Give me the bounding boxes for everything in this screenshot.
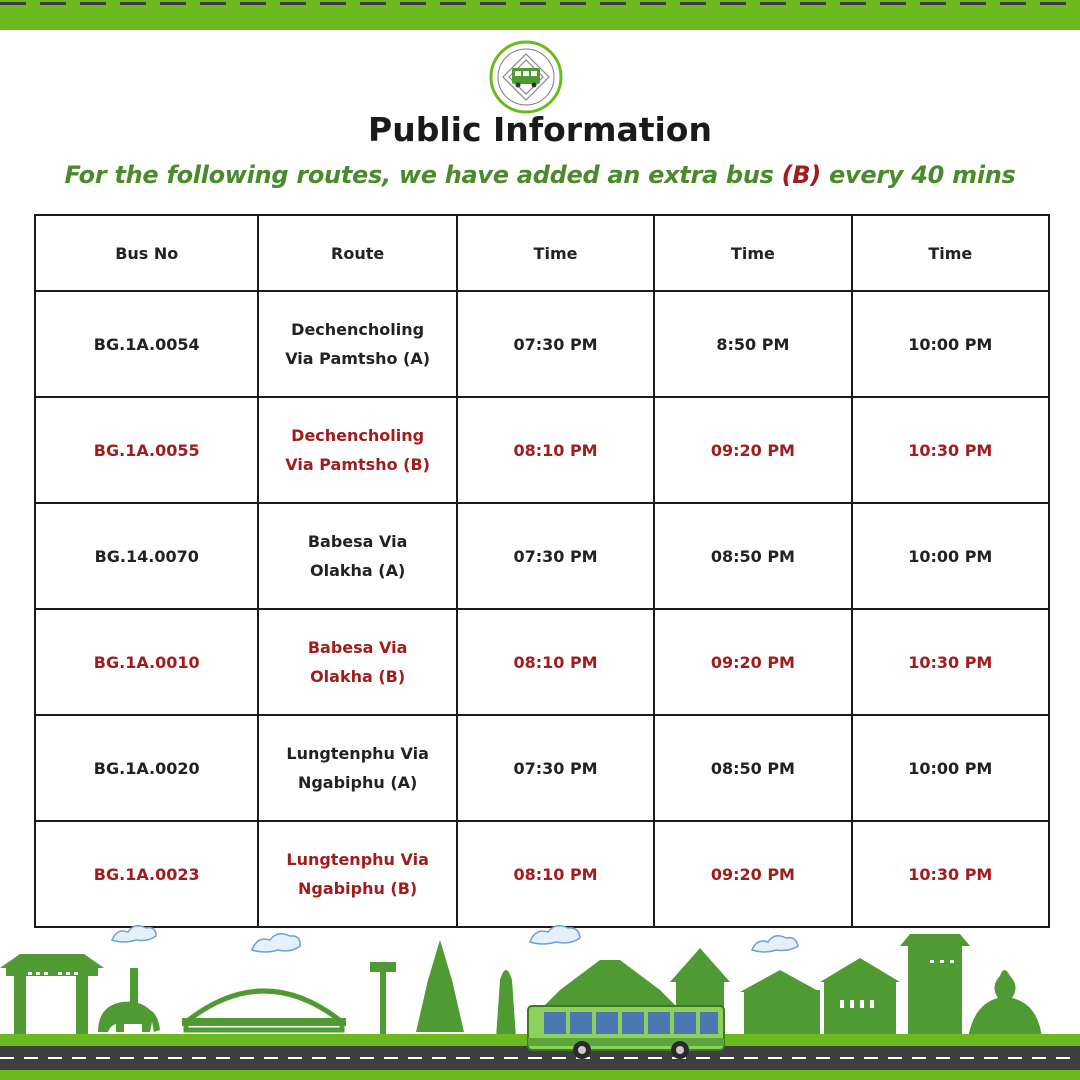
time-cell-1: 08:10 PM (457, 609, 654, 715)
bus-no-cell: BG.1A.0023 (35, 821, 258, 927)
page-subtitle (0, 161, 1080, 189)
bus-no-cell: BG.1A.0020 (35, 715, 258, 821)
column-header-time-1: Time (457, 215, 654, 291)
table-row-extra-bus (35, 821, 1049, 927)
time-cell-2: 09:20 PM (654, 397, 851, 503)
route-line-2: Olakha (A) (309, 561, 406, 580)
time-cell-2: 8:50 PM (654, 291, 851, 397)
cloud-icon (530, 926, 580, 944)
bus-schedule-table (34, 214, 1050, 928)
time-cell-3: 10:00 PM (852, 503, 1049, 609)
table-row (35, 503, 1049, 609)
subtitle-highlight-b: (B) (781, 161, 821, 189)
time-cell-3: 10:30 PM (852, 821, 1049, 927)
time-cell-1: 07:30 PM (457, 715, 654, 821)
table-row (35, 291, 1049, 397)
bus-no-cell: BG.1A.0054 (35, 291, 258, 397)
column-header-time-3: Time (852, 215, 1049, 291)
column-header-time-2: Time (654, 215, 851, 291)
route-line-1: Lungtenphu Via (286, 850, 429, 869)
route-line-1: Babesa Via (307, 638, 408, 657)
cloud-icon (112, 926, 156, 942)
time-cell-3: 10:00 PM (852, 291, 1049, 397)
route-line-2: Via Pamtsho (B) (285, 455, 430, 474)
cloud-icon (752, 936, 798, 952)
route-line-1: Dechencholing (291, 320, 425, 339)
route-line-2: Via Pamtsho (A) (285, 349, 431, 368)
time-cell-2: 09:20 PM (654, 821, 851, 927)
route-line-2: Ngabiphu (B) (298, 879, 418, 898)
subtitle-text-start: For the following routes, we have added an extra bus (64, 161, 782, 189)
city-bus-logo-icon (489, 40, 563, 114)
route-cell (258, 291, 456, 397)
route-cell (258, 503, 456, 609)
time-cell-1: 07:30 PM (457, 291, 654, 397)
bus-no-cell: BG.1A.0055 (35, 397, 258, 503)
page-title: Public Information (368, 110, 712, 149)
table-header-row (35, 215, 1049, 291)
route-cell (258, 821, 456, 927)
time-cell-3: 10:00 PM (852, 715, 1049, 821)
route-cell (258, 609, 456, 715)
route-cell (258, 397, 456, 503)
route-line-2: Ngabiphu (A) (297, 773, 418, 792)
time-cell-1: 08:10 PM (457, 821, 654, 927)
table-row-extra-bus (35, 397, 1049, 503)
route-cell (258, 715, 456, 821)
time-cell-1: 08:10 PM (457, 397, 654, 503)
cloud-icon (252, 934, 300, 952)
top-road-band (0, 0, 1080, 30)
route-line-1: Dechencholing (291, 426, 425, 445)
time-cell-2: 08:50 PM (654, 503, 851, 609)
time-cell-2: 08:50 PM (654, 715, 851, 821)
time-cell-3: 10:30 PM (852, 609, 1049, 715)
column-header-route: Route (258, 215, 456, 291)
city-skyline-illustration (0, 920, 1080, 1080)
bus-no-cell: BG.1A.0010 (35, 609, 258, 715)
route-line-2: Olakha (B) (310, 667, 406, 686)
route-line-1: Babesa Via (307, 532, 408, 551)
table-row-extra-bus (35, 609, 1049, 715)
time-cell-3: 10:30 PM (852, 397, 1049, 503)
column-header-bus-no: Bus No (35, 215, 258, 291)
subtitle-text-end: every 40 mins (820, 161, 1016, 189)
time-cell-2: 09:20 PM (654, 609, 851, 715)
route-line-1: Lungtenphu Via (286, 744, 429, 763)
bus-no-cell: BG.14.0070 (35, 503, 258, 609)
time-cell-1: 07:30 PM (457, 503, 654, 609)
table-row (35, 715, 1049, 821)
